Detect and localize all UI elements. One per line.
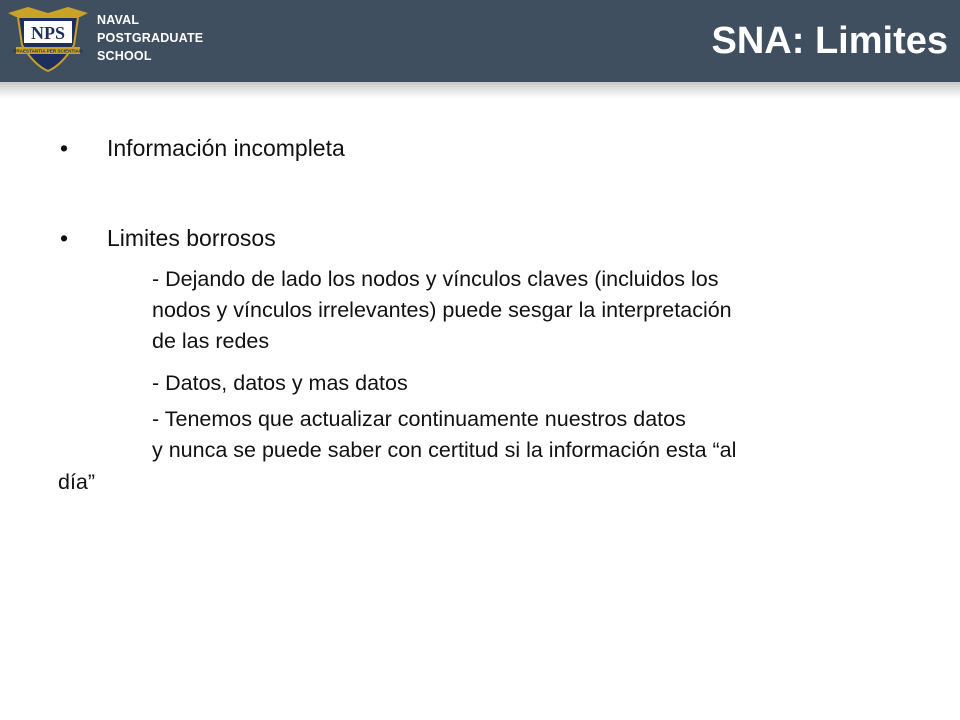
crest-letters: NPS (30, 23, 66, 43)
sub-item-line: nodos y vínculos irrelevantes) puede sesgar la interpretación (152, 298, 732, 322)
sub-item-line: - Datos, datos y mas datos (152, 371, 408, 395)
sub-item-line: de las redes (152, 329, 270, 353)
school-line: NAVAL (97, 13, 140, 27)
bullet-text: Limites borrosos (107, 225, 276, 251)
sub-item (152, 404, 736, 466)
school-line: POSTGRADUATE (97, 31, 204, 45)
sub-item-wrap-text: día” (58, 470, 96, 494)
sub-item-line: y nunca se puede saber con certitud si la información esta “al (152, 438, 737, 462)
bullet-icon: • (60, 135, 69, 161)
sub-item-line: - Dejando de lado los nodos y vínculos claves (incluidos los (152, 267, 719, 291)
bullet-text: Información incompleta (107, 135, 345, 161)
slide-title: SNA: Limites (711, 20, 948, 62)
sub-item (152, 264, 732, 357)
sub-item (152, 368, 408, 399)
crest-motto: PRAESTANTIA PER SCIENTIAM (13, 48, 83, 54)
bullet-icon: • (60, 225, 69, 251)
school-line: SCHOOL (97, 49, 152, 63)
sub-item-line: - Tenemos que actualizar continuamente nuestros datos (152, 407, 686, 431)
